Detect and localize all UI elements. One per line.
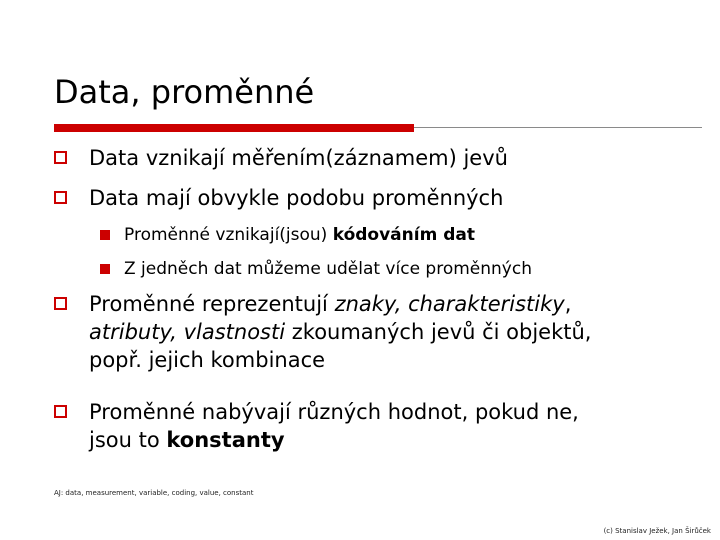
bullet-2-text: Data mají obvykle podobu proměnných <box>89 186 504 210</box>
sub-bullet-1-text <box>124 223 475 247</box>
title-underline-accent <box>54 124 414 132</box>
bullet-4-text: Proměnné nabývají různých hodnot, pokud ne, jsou to konstanty <box>89 400 579 452</box>
hollow-square-bullet-icon <box>54 191 67 204</box>
bullet-4-emphasis: konstanty <box>166 428 285 452</box>
title-underline-rule <box>414 127 702 128</box>
filled-square-bullet-icon <box>100 264 110 274</box>
bullet-3-text: Proměnné reprezentují znaky, charakteristiky, atributy, vlastnosti zkoumaných jevů či objektů, popř. jejich kombinace <box>89 292 592 372</box>
slide-title: Data, proměnné <box>54 73 315 111</box>
hollow-square-bullet-icon <box>54 405 67 418</box>
hollow-square-bullet-icon <box>54 297 67 310</box>
sub-bullet-1-emphasis: kódováním dat <box>332 225 475 245</box>
footnote: AJ: data, measurement, variable, coding, value, constant <box>54 489 254 497</box>
filled-square-bullet-icon <box>100 230 110 240</box>
sub-bullet-1-prefix: Proměnné vznikají(jsou) <box>124 225 333 245</box>
sub-bullet-2-text: Z jedněch dat můžeme udělat více proměnných <box>124 259 532 279</box>
credit: (c) Stanislav Ježek, Jan Širůček <box>603 527 711 535</box>
bullet-1-text: Data vznikají měřením(záznamem) jevů <box>89 146 508 170</box>
hollow-square-bullet-icon <box>54 151 67 164</box>
